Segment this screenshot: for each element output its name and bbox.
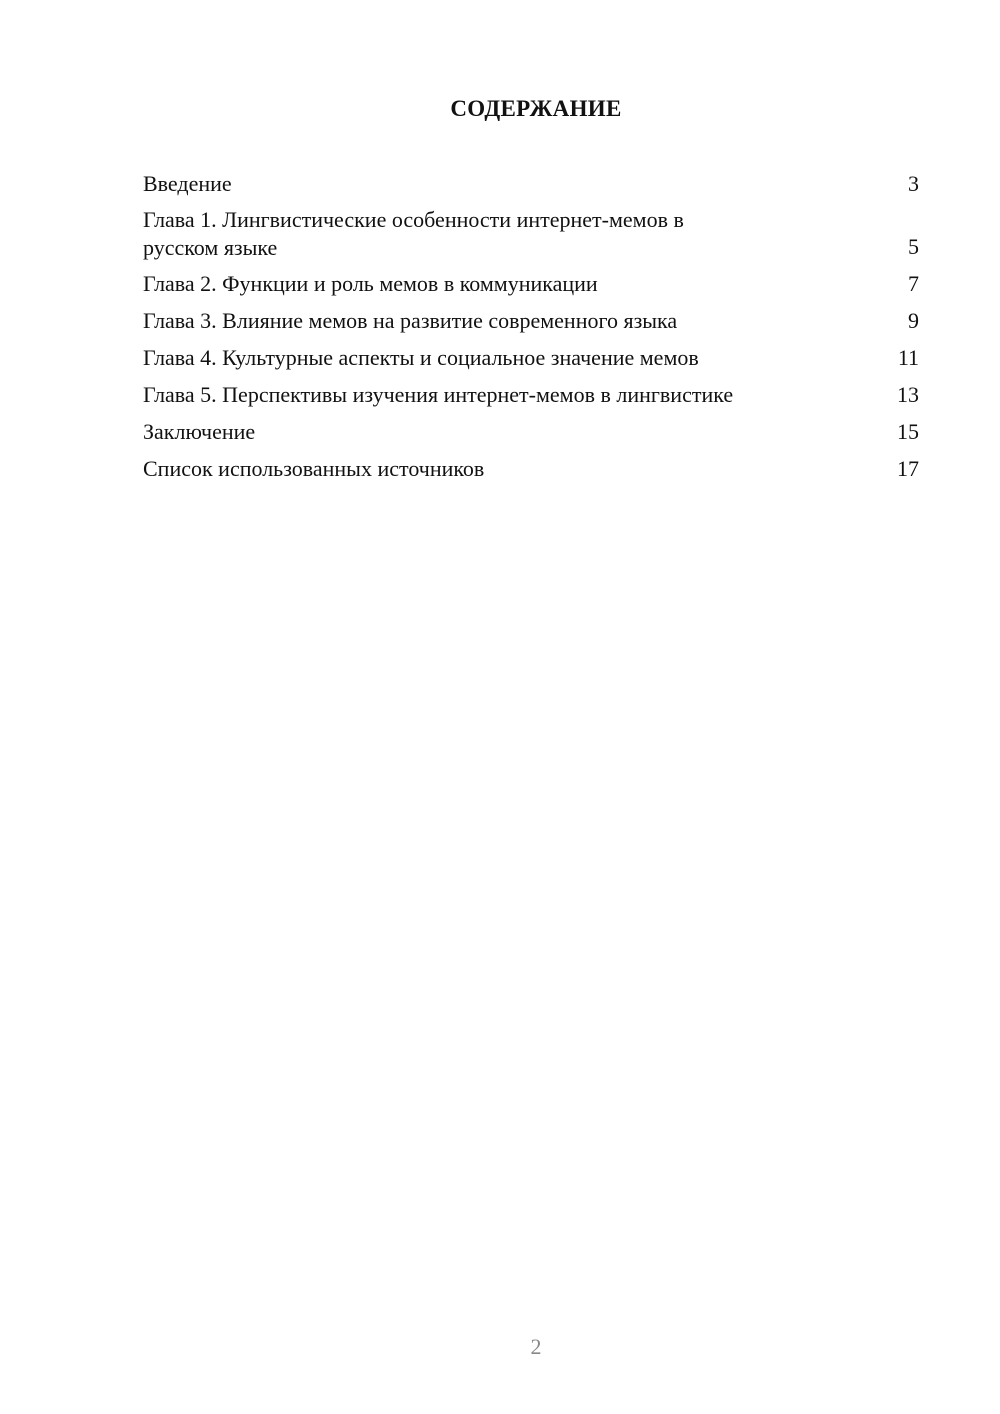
- toc-entry-chapter-4[interactable]: [143, 343, 919, 373]
- toc-entry-label: Введение: [143, 171, 232, 196]
- toc-entry-label: Глава 1. Лингвистические особенности интернет-мемов в русском языке: [143, 207, 684, 260]
- toc-entry-page: 17: [897, 456, 919, 481]
- page-number: 2: [530, 1334, 542, 1359]
- toc-entry-page: 5: [908, 234, 919, 259]
- toc-entry-page: 3: [908, 171, 919, 196]
- toc-entry-page: 7: [908, 271, 919, 296]
- toc-entry-label: Список использованных источников: [143, 456, 485, 481]
- toc-entry-chapter-5[interactable]: [143, 380, 919, 410]
- table-of-contents: [143, 169, 919, 491]
- toc-entry-chapter-2[interactable]: [143, 269, 919, 299]
- toc-entry-chapter-3[interactable]: [143, 306, 919, 336]
- toc-entry-label: Глава 2. Функции и роль мемов в коммуникации: [143, 271, 598, 296]
- toc-title: СОДЕРЖАНИЕ: [450, 96, 622, 121]
- toc-entry-label: Глава 4. Культурные аспекты и социальное значение мемов: [143, 345, 699, 370]
- toc-entry-page: 9: [908, 308, 919, 333]
- toc-entry-chapter-1[interactable]: [143, 206, 919, 262]
- toc-entry-conclusion[interactable]: [143, 417, 919, 447]
- toc-entry-page: 13: [897, 382, 919, 407]
- toc-entry-label: Глава 5. Перспективы изучения интернет-мемов в лингвистике: [143, 382, 734, 407]
- toc-entry-label: Заключение: [143, 419, 256, 444]
- toc-entry-references[interactable]: [143, 454, 919, 484]
- toc-entry-introduction[interactable]: [143, 169, 919, 199]
- toc-entry-page: 15: [897, 419, 919, 444]
- toc-entry-page: 11: [897, 345, 919, 370]
- toc-entry-label: Глава 3. Влияние мемов на развитие современного языка: [143, 308, 678, 333]
